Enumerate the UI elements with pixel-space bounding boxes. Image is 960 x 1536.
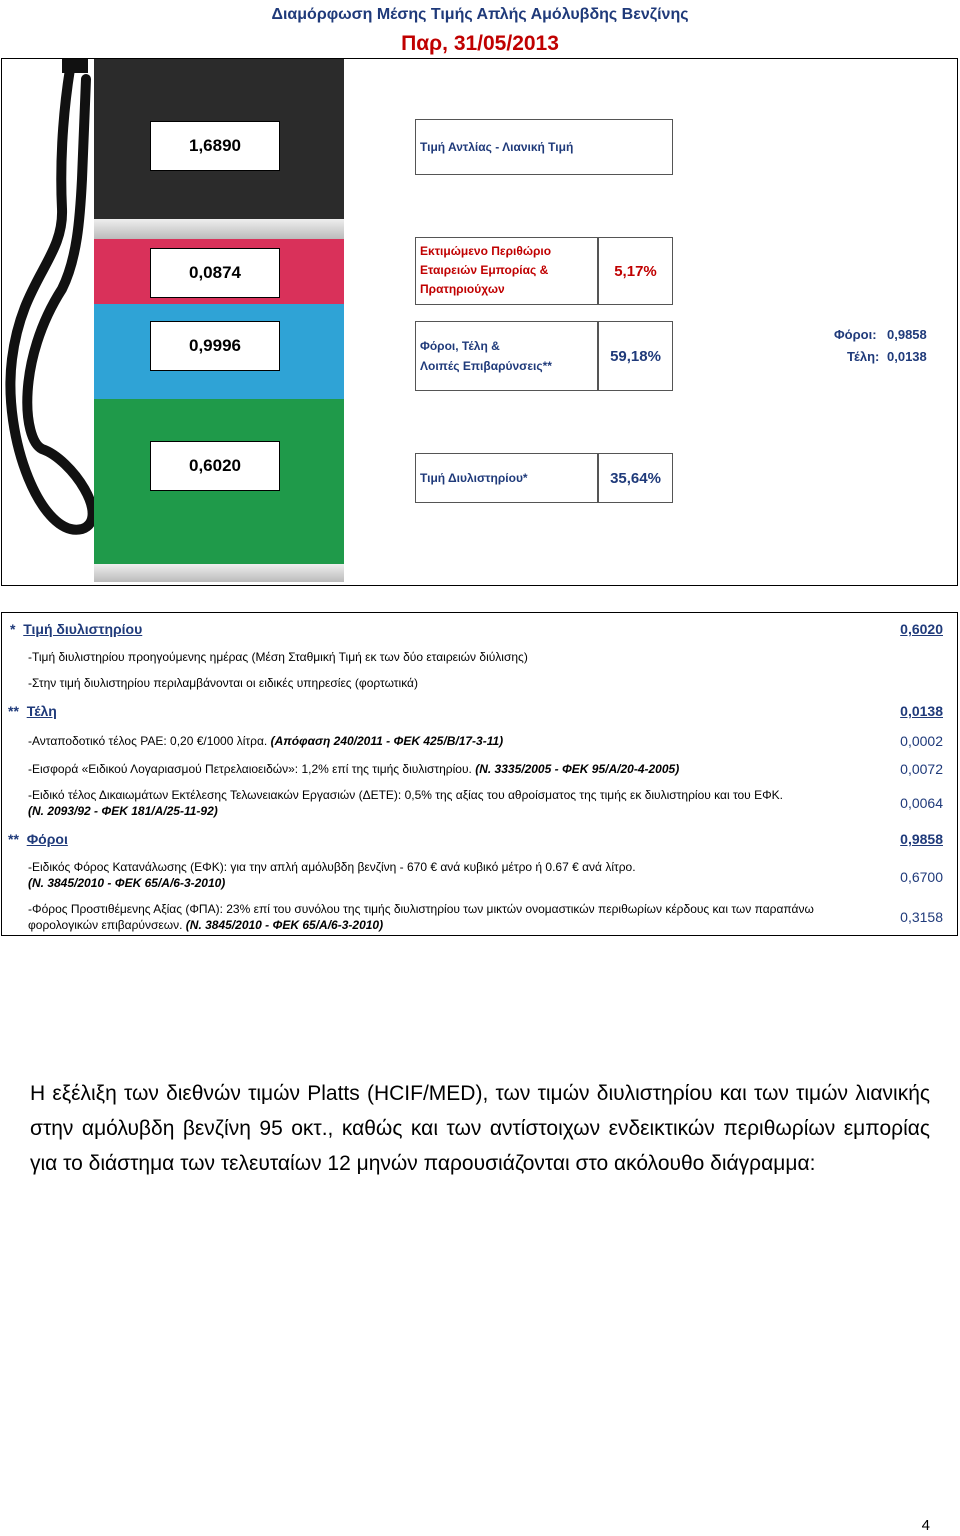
date-label: Παρ, 31/05/2013 <box>401 32 559 55</box>
body-paragraph: Η εξέλιξη των διεθνών τιμών Platts (HCIF/MED), των τιμών διυλιστηρίου και των τιμών λιανικής στην αμόλυβδη βενζίνη 95 οκτ., καθώς και των αντίστοιχων ενδεικτικών περιθωρίων εμπορίας για το διάστημα των τελευταίων 12 μηνών παρουσιάζονται στο ακόλουθο διάγραμμα: <box>30 1082 930 1175</box>
refinery-label: Τιμή Διυλιστηρίου* <box>415 453 598 503</box>
side-taxes-value: 0,9858 <box>887 327 927 342</box>
taxes-label: Φόροι, Τέλη & Λοιπές Επιβαρύνσεις** <box>415 321 598 391</box>
margin-percent: 5,17% <box>598 237 673 305</box>
side-fees-value: 0,0138 <box>887 349 927 364</box>
pump-diagram-frame <box>1 58 958 586</box>
refinery-note-line: -Στην τιμή διυλιστηρίου περιλαμβάνονται οι ειδικές υπηρεσίες (φορτωτικά) <box>28 676 418 690</box>
fees-note-heading: ** Τέλη <box>8 703 57 719</box>
taxes-percent: 59,18% <box>598 321 673 391</box>
page-title: Διαμόρφωση Μέσης Τιμής Απλής Αμόλυβδης Βενζίνης <box>271 6 689 23</box>
taxes-item: -Ειδικός Φόρος Κατανάλωσης (ΕΦΚ): για την απλή αμόλυβδη βενζίνη - 670 € ανά κυβικό μέτρο ή 0.67 € ανά λίτρο. (Ν. 3845/2010 - ΦΕΚ 65/Α/6-3-2010) <box>28 860 636 890</box>
fees-note-value: 0,0138 <box>900 703 943 719</box>
side-taxes-label: Φόροι: <box>834 327 877 342</box>
fees-item-value: 0,0064 <box>900 795 943 811</box>
refinery-percent: 35,64% <box>598 453 673 503</box>
refinery-note-heading: * Τιμή διυλιστηρίου <box>10 621 143 637</box>
pump-base <box>94 564 344 582</box>
taxes-item-value: 0,6700 <box>900 869 943 885</box>
taxes-item-value: 0,3158 <box>900 909 943 925</box>
fees-item: -Ανταποδοτικό τέλος ΡΑΕ: 0,20 €/1000 λίτρα. (Απόφαση 240/2011 - ΦΕΚ 425/Β/17-3-11) <box>28 734 504 748</box>
margin-value: 0,0874 <box>150 248 280 298</box>
fees-item-value: 0,0002 <box>900 733 943 749</box>
fees-item: -Εισφορά «Ειδικού Λογαριασμού Πετρελαιοειδών»: 1,2% επί της τιμής διυλιστηρίου. (Ν. 3335/2005 - ΦΕΚ 95/Α/20-4-2005) <box>28 762 680 776</box>
refinery-note-value: 0,6020 <box>900 621 943 637</box>
margin-label: Εκτιμώμενο Περιθώριο Εταιρειών Εμπορίας & Πρατηριούχων <box>415 237 598 305</box>
taxes-note-heading: ** Φόροι <box>8 831 68 847</box>
taxes-value: 0,9996 <box>150 321 280 371</box>
notes-table <box>1 612 958 936</box>
page-number: 4 <box>921 1517 930 1534</box>
fees-item: -Ειδικό τέλος Δικαιωμάτων Εκτέλεσης Τελωνειακών Εργασιών (ΔΕΤΕ): 0,5% της αξίας του αθροίσματος της τιμής εκ διυλιστηρίου και του ΕΦΚ. (Ν. 2093/92 - ΦΕΚ 181/Α/25-11-92) <box>28 788 783 818</box>
retail-label: Τιμή Αντλίας - Λιανική Τιμή <box>415 119 673 175</box>
taxes-note-value: 0,9858 <box>900 831 943 847</box>
refinery-note-line: -Τιμή διυλιστηρίου προηγούμενης ημέρας (Μέση Σταθμική Τιμή εκ των δύο εταιρειών διύλισης) <box>28 650 528 664</box>
side-fees-label: Τέλη: <box>847 349 880 364</box>
retail-value: 1,6890 <box>150 121 280 171</box>
refinery-value: 0,6020 <box>150 441 280 491</box>
fees-item-value: 0,0072 <box>900 761 943 777</box>
taxes-item: -Φόρος Προστιθέμενης Αξίας (ΦΠΑ): 23% επί του συνόλου της τιμής διυλιστηρίου των μικτών ονομαστικών περιθωρίων κέρδους και των παραπάνω φορολογικών επιβαρύνσεων. (Ν. 3845/2010 - ΦΕΚ 65/Α/6-3-2010) <box>28 902 814 932</box>
pump-divider <box>94 219 344 239</box>
